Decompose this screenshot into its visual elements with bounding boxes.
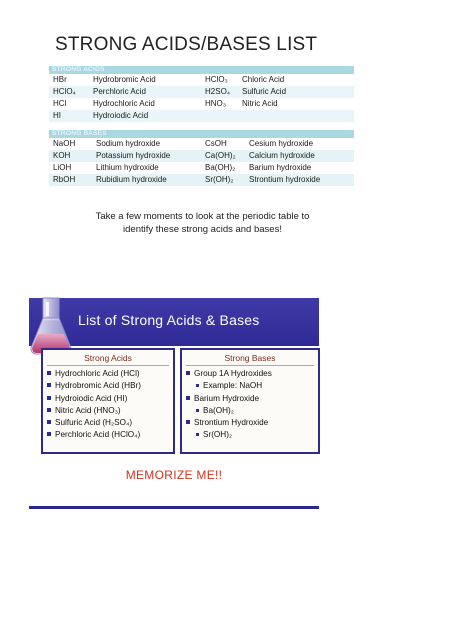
list-item: Strontium Hydroxide: [182, 417, 318, 429]
acids-band-header: STRONG ACIDS: [49, 66, 354, 74]
acid-formula: HBr: [53, 75, 67, 84]
base-name: Sodium hydroxide: [96, 139, 161, 148]
table-gap: [49, 122, 354, 130]
strong-acids-panel: [41, 348, 175, 454]
list-item: Group 1A Hydroxides: [182, 368, 318, 380]
strong-acids-bases-table: [49, 66, 354, 186]
acid-formula: H2SO₄: [205, 87, 231, 96]
list-item: Hydrobromic Acid (HBr): [43, 380, 173, 392]
table-row: [49, 162, 354, 174]
table-row: [49, 174, 354, 186]
list-subitem: Sr(OH)₂: [182, 429, 318, 441]
table-row: [49, 74, 354, 86]
panel-title: Strong Bases: [224, 353, 276, 363]
strong-acids-bases-slide: [29, 298, 319, 510]
acid-formula: [205, 110, 242, 122]
square-bullet-icon: [47, 383, 51, 387]
base-formula: Sr(OH)₂: [205, 175, 234, 184]
square-bullet-icon: [196, 433, 199, 436]
acid-formula: HCl: [53, 99, 67, 108]
square-bullet-icon: [47, 432, 51, 436]
acid-name: Hydrochloric Acid: [93, 99, 155, 108]
base-name: Strontium hydroxide: [249, 175, 321, 184]
list-item: Sulfuric Acid (H₂SO₄): [43, 417, 173, 429]
list-item: Hydrochloric Acid (HCl): [43, 368, 173, 380]
base-name: Calcium hydroxide: [249, 151, 315, 160]
table-row: [49, 150, 354, 162]
base-formula: Ba(OH)₂: [205, 163, 236, 172]
acid-name: Hydroiodic Acid: [93, 111, 149, 120]
acid-name: Hydrobromic Acid: [93, 75, 156, 84]
base-formula: Ca(OH)₂: [205, 151, 236, 160]
base-name: Potassium hydroxide: [96, 151, 171, 160]
note-line: identify these strong acids and bases!: [123, 224, 282, 235]
square-bullet-icon: [186, 371, 190, 375]
base-name: Lithium hydroxide: [96, 163, 159, 172]
square-bullet-icon: [47, 371, 51, 375]
slide-title: List of Strong Acids & Bases: [78, 312, 260, 328]
square-bullet-icon: [47, 420, 51, 424]
base-name: Cesium hydroxide: [249, 139, 314, 148]
base-formula: CsOH: [205, 139, 227, 148]
base-name: Barium hydroxide: [249, 163, 312, 172]
base-formula: LiOH: [53, 163, 72, 172]
acid-formula: HClO₄: [53, 87, 76, 96]
slide-bottom-rule: [29, 506, 319, 509]
acid-name: Chloric Acid: [242, 75, 285, 84]
square-bullet-icon: [196, 384, 199, 387]
divider: [47, 365, 169, 366]
list-item: Hydroiodic Acid (HI): [43, 393, 173, 405]
base-name: Rubidium hydroxide: [96, 175, 167, 184]
list-item: Barium Hydroxide: [182, 393, 318, 405]
acid-formula: HNO₃: [205, 99, 227, 108]
top-slide-title: STRONG ACIDS/BASES LIST: [55, 34, 318, 55]
periodic-table-note: [50, 210, 355, 236]
strong-bases-panel: [180, 348, 320, 454]
panel-title: Strong Acids: [84, 353, 132, 363]
acid-formula: HI: [53, 111, 61, 120]
acid-name: Nitric Acid: [242, 99, 278, 108]
memorize-banner: MEMORIZE ME!!: [125, 468, 223, 482]
acid-name: [242, 110, 354, 122]
list-subitem: Example: NaOH: [182, 380, 318, 392]
base-formula: NaOH: [53, 139, 76, 148]
bases-band-header: STRONG BASES: [49, 130, 354, 138]
list-item: Perchloric Acid (HClO₄): [43, 429, 173, 441]
table-row: [49, 86, 354, 98]
square-bullet-icon: [47, 396, 51, 400]
list-item: Nitric Acid (HNO₃): [43, 405, 173, 417]
square-bullet-icon: [196, 409, 199, 412]
divider: [186, 365, 314, 366]
table-row: [49, 98, 354, 110]
table-row: [49, 110, 354, 122]
square-bullet-icon: [186, 420, 190, 424]
list-subitem: Ba(OH)₂: [182, 405, 318, 417]
note-line: Take a few moments to look at the periodic table to: [95, 211, 310, 222]
acid-name: Perchloric Acid: [93, 87, 146, 96]
square-bullet-icon: [186, 396, 190, 400]
base-formula: RbOH: [53, 175, 76, 184]
base-formula: KOH: [53, 151, 71, 160]
square-bullet-icon: [47, 408, 51, 412]
acid-name: Sulfuric Acid: [242, 87, 287, 96]
acid-formula: HClO₃: [205, 75, 228, 84]
table-row: [49, 138, 354, 150]
